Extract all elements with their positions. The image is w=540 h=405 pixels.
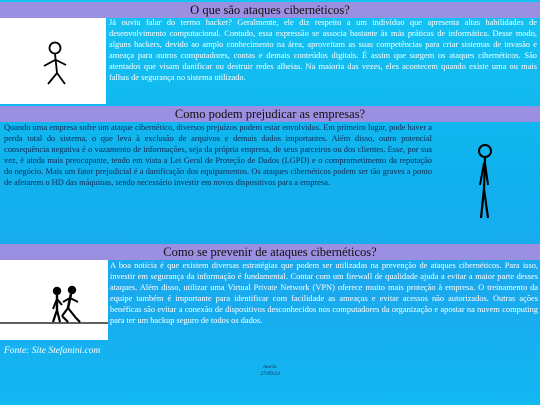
attack-figure-icon (0, 260, 108, 340)
author-name: mario (263, 364, 277, 370)
section3-title: Como se prevenir de ataques cibernéticos? (0, 244, 540, 260)
section1-title: O que são ataques cibernéticos? (0, 2, 540, 18)
section2-title: Como podem prejudicar as empresas? (0, 106, 540, 122)
section1-body: Já ouviu falar do termo hacker? Geralmente, ele diz respeito a um indivíduo que apresenta altas habilidades de desenvolvimento computacional. Contudo, essa expressão se associa bastante às más práticas de informática. Desse modo, alguns hackers, devido ao amplo conhecimento na área, aproveitam as suas competências para criar sistemas de invasão e ameaça para outros computadores, contas e demais conteúdos digitais. É assim que surgem os ataques cibernéticos. São atentados que visam danificar ou destruir redes alheias. Na maioria das vezes, eles acontecem quando existe uma ou mais falhas de segurança no sistema utilizado. (109, 18, 537, 82)
source-credit: Fonte: Site Stefanini.com (4, 346, 101, 356)
section2-body: Quando uma empresa sofre um ataque cibernético, diversos prejuízos podem estar envolvidos. Em primeiro lugar, pode haver a perda total do sistema, o que leva à exclusão de arquivos e demais dados importantes. Além disso, outro potencial consequência negativa é o vazamento de informações, seja da própria empresa, de seus parceiros ou dos clientes. Esse, por sua vez, é ainda mais preocupante, tendo em vista a Lei Geral de Proteção de Dados (LGPD) e o comprometimento da reputação do negócio. Mais um fator prejudicial é a danificação dos equipamentos. Os ataques cibernéticos podem ser tão graves a ponto de afetarem o HD das máquinas, sendo necessário investir em novos dispositivos para a empresa. (4, 123, 432, 187)
section3-body: A boa notícia é que existem diversas estratégias que podem ser utilizadas na prevenção de ataques cibernéticos. Para isso, investir em segurança da informação é fundamental. Contar com um firewall de qualidade ajuda a evitar a maior parte desses ataques. Além disso, utilizar uma Virtual Private Network (VPN) oferece muito mais proteção à empresa. O treinamento da equipe também é importante para identificar com facilidade as ameaças e evitar acessos não autorizados. Outras ações benéficas são evitar a conexão de dispositivos desconhecidos nos computadores da organização e apostar na nuvem computing para ter um backup seguro de todos os dados. (110, 261, 538, 325)
stick-figure-icon (0, 18, 106, 104)
date-stamp: 27/09/23 (260, 371, 280, 377)
standing-figure-icon (470, 143, 500, 225)
section1-image (0, 18, 106, 104)
section3-image (0, 260, 108, 340)
